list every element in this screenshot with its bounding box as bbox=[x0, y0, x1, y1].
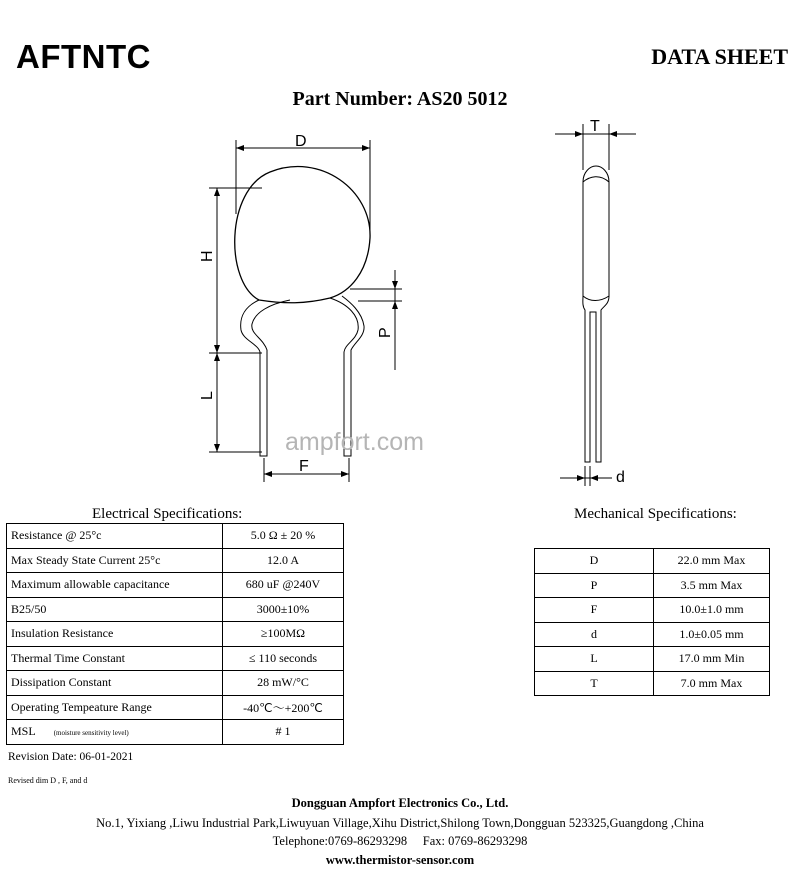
spec-name: Maximum allowable capacitance bbox=[7, 573, 223, 598]
label-l: L bbox=[199, 391, 216, 400]
table-row bbox=[535, 549, 770, 574]
spec-value: 680 uF @240V bbox=[223, 573, 344, 598]
table-row bbox=[7, 524, 344, 549]
msl-note: (moisture sensitivity level) bbox=[53, 729, 129, 738]
company-logo: AFTNTC bbox=[16, 38, 151, 75]
label-d-small: d bbox=[616, 469, 625, 486]
table-row bbox=[535, 598, 770, 623]
table-row bbox=[7, 671, 344, 696]
spec-name: Resistance @ 25°c bbox=[7, 524, 223, 549]
spec-value: 12.0 A bbox=[223, 548, 344, 573]
table-row bbox=[7, 622, 344, 647]
table-row bbox=[7, 548, 344, 573]
table-row bbox=[535, 573, 770, 598]
table-row bbox=[7, 695, 344, 720]
spec-value: ≤ 110 seconds bbox=[223, 646, 344, 671]
dimension-name: F bbox=[535, 598, 654, 623]
revision-note: Revised dim D , F, and d bbox=[8, 776, 88, 785]
document-type-title: DATA SHEET bbox=[651, 44, 788, 69]
spec-name bbox=[7, 720, 223, 745]
spec-value: 28 mW/°C bbox=[223, 671, 344, 696]
spec-value: -40℃～+200℃ bbox=[223, 695, 344, 720]
table-row bbox=[535, 671, 770, 696]
table-row bbox=[7, 573, 344, 598]
dimension-value: 17.0 mm Min bbox=[654, 647, 770, 672]
dimension-value: 3.5 mm Max bbox=[654, 573, 770, 598]
spec-name: Dissipation Constant bbox=[7, 671, 223, 696]
table-row bbox=[7, 646, 344, 671]
mechanical-specs-title: Mechanical Specifications: bbox=[574, 506, 737, 522]
spec-name: Thermal Time Constant bbox=[7, 646, 223, 671]
spec-value: ≥100MΩ bbox=[223, 622, 344, 647]
electrical-specs-table bbox=[6, 523, 344, 745]
electrical-specs-title: Electrical Specifications: bbox=[92, 506, 243, 522]
label-f: F bbox=[299, 458, 309, 475]
msl-label: MSL bbox=[11, 724, 36, 739]
table-row bbox=[7, 597, 344, 622]
spec-name: Operating Tempeature Range bbox=[7, 695, 223, 720]
spec-value: # 1 bbox=[223, 720, 344, 745]
label-h: H bbox=[199, 250, 216, 262]
table-row bbox=[7, 720, 344, 745]
mechanical-specs-table bbox=[534, 548, 770, 696]
dimension-name: D bbox=[535, 549, 654, 574]
dimension-value: 10.0±1.0 mm bbox=[654, 598, 770, 623]
spec-name: Max Steady State Current 25°c bbox=[7, 548, 223, 573]
label-p: P bbox=[377, 327, 394, 338]
watermark: ampfort.com bbox=[285, 428, 424, 456]
revision-date: Revision Date: 06-01-2021 bbox=[8, 751, 134, 763]
spec-value: 3000±10% bbox=[223, 597, 344, 622]
spec-name: Insulation Resistance bbox=[7, 622, 223, 647]
dimension-value: 22.0 mm Max bbox=[654, 549, 770, 574]
part-number-heading: Part Number: AS20 5012 bbox=[292, 88, 508, 110]
spec-value: 5.0 Ω ± 20 % bbox=[223, 524, 344, 549]
dimension-name: P bbox=[535, 573, 654, 598]
disk-body-outline bbox=[235, 167, 370, 303]
side-view-outline bbox=[583, 166, 609, 462]
dimension-name: d bbox=[535, 622, 654, 647]
dimension-value: 7.0 mm Max bbox=[654, 671, 770, 696]
footer-website-link[interactable]: www.thermistor-sensor.com bbox=[325, 853, 475, 867]
dimension-value: 1.0±0.05 mm bbox=[654, 622, 770, 647]
footer-company-name: Dongguan Ampfort Electronics Co., Ltd. bbox=[291, 796, 509, 810]
table-row bbox=[535, 647, 770, 672]
coating-neck-outline bbox=[241, 300, 290, 456]
footer-contact: Telephone:0769-86293298 Fax: 0769-86293298 bbox=[272, 834, 528, 848]
label-t: T bbox=[590, 118, 600, 135]
label-d: D bbox=[295, 133, 307, 150]
table-row bbox=[535, 622, 770, 647]
dimension-name: T bbox=[535, 671, 654, 696]
spec-name: B25/50 bbox=[7, 597, 223, 622]
footer-address: No.1, Yixiang ,Liwu Industrial Park,Liwuyuan Village,Xihu District,Shilong Town,Dongguan 523325,Guangdong ,China bbox=[96, 816, 704, 830]
dimension-name: L bbox=[535, 647, 654, 672]
